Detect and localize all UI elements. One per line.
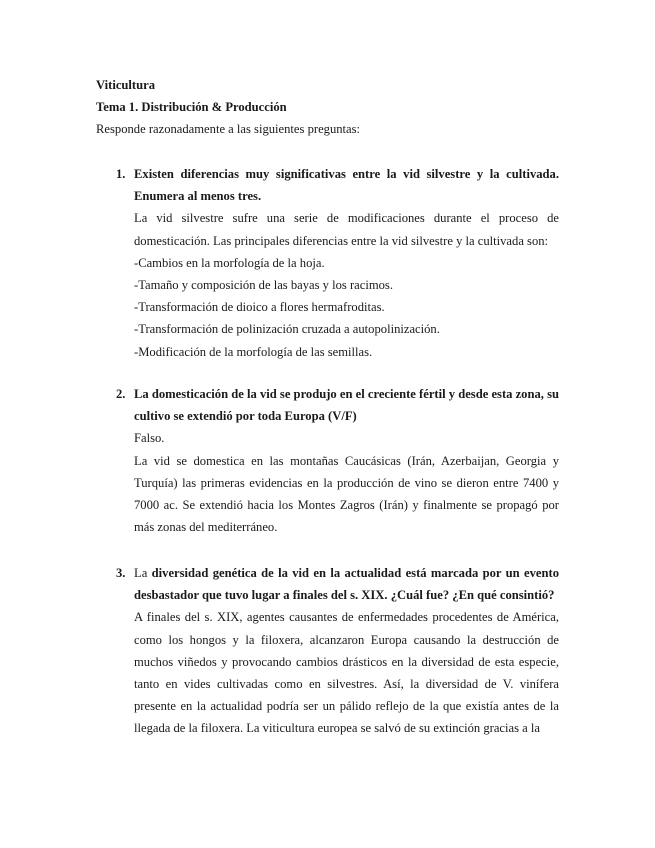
question-number: 2. xyxy=(116,387,126,401)
question-number: 1. xyxy=(116,167,126,181)
document-header xyxy=(96,74,566,141)
instructions: Responde razonadamente a las siguientes preguntas: xyxy=(96,122,361,137)
question-1 xyxy=(96,163,559,363)
answer-verdict: Falso. xyxy=(134,431,165,446)
list-item: -Cambios en la morfología de la hoja. xyxy=(134,255,325,270)
statement-prefix: La xyxy=(134,566,148,580)
question-2 xyxy=(96,383,559,538)
question-statement: La domesticación de la vid se produjo en el creciente fértil y desde esta zona, su cultivo se extendió por toda Europa (V/F) xyxy=(134,387,559,424)
list-item: -Tamaño y composición de las bayas y los racimos. xyxy=(134,278,393,293)
statement-text: diversidad genética de la vid en la actualidad está marcada por un evento desbastador que tuvo lugar a finales del s. XIX. ¿Cuál fue? ¿En qué consintió? xyxy=(134,566,560,603)
course-title: Viticultura xyxy=(96,78,155,92)
answer-explanation: La vid se domestica en las montañas Caucásicas (Irán, Azerbaijan, Georgia y Turquía) las primeras evidencias en la producción de vino se dieron entre 7400 y 7000 ac. Se extendió hacia los Montes Zagros (Irán) y finalmente se propagó por más zonas del mediterráneo. xyxy=(134,453,559,535)
list-item: -Transformación de dioico a flores hermafroditas. xyxy=(134,300,385,315)
question-number: 3. xyxy=(116,566,126,580)
question-3 xyxy=(96,562,559,740)
answer-text: A finales del s. XIX, agentes causantes de enfermedades procedentes de América, como los hongos y la filoxera, alcanzaron Europa causando la destrucción de muchos viñedos y provocando cambios drásticos en la diversidad de esta especie, tanto en vides cultivadas como en silvestres. Así, la diversidad de V. vinífera presente en la actualidad podría ser un pálido reflejo de la que existía antes de la llegada de la filoxera. La viticultura europea se salvó de su extinción gracias a la xyxy=(134,610,559,736)
question-statement xyxy=(134,562,559,606)
list-item: -Transformación de polinización cruzada a autopolinización. xyxy=(134,322,440,337)
list-item: -Modificación de la morfología de las semillas. xyxy=(134,344,373,359)
question-statement: Existen diferencias muy significativas entre la vid silvestre y la cultivada. Enumera al menos tres. xyxy=(134,167,559,204)
topic-title: Tema 1. Distribución & Producción xyxy=(96,100,287,115)
answer-intro: La vid silvestre sufre una serie de modificaciones durante el proceso de domesticación. Las principales diferencias entre la vid silvestre y la cultivada son: xyxy=(134,211,559,248)
